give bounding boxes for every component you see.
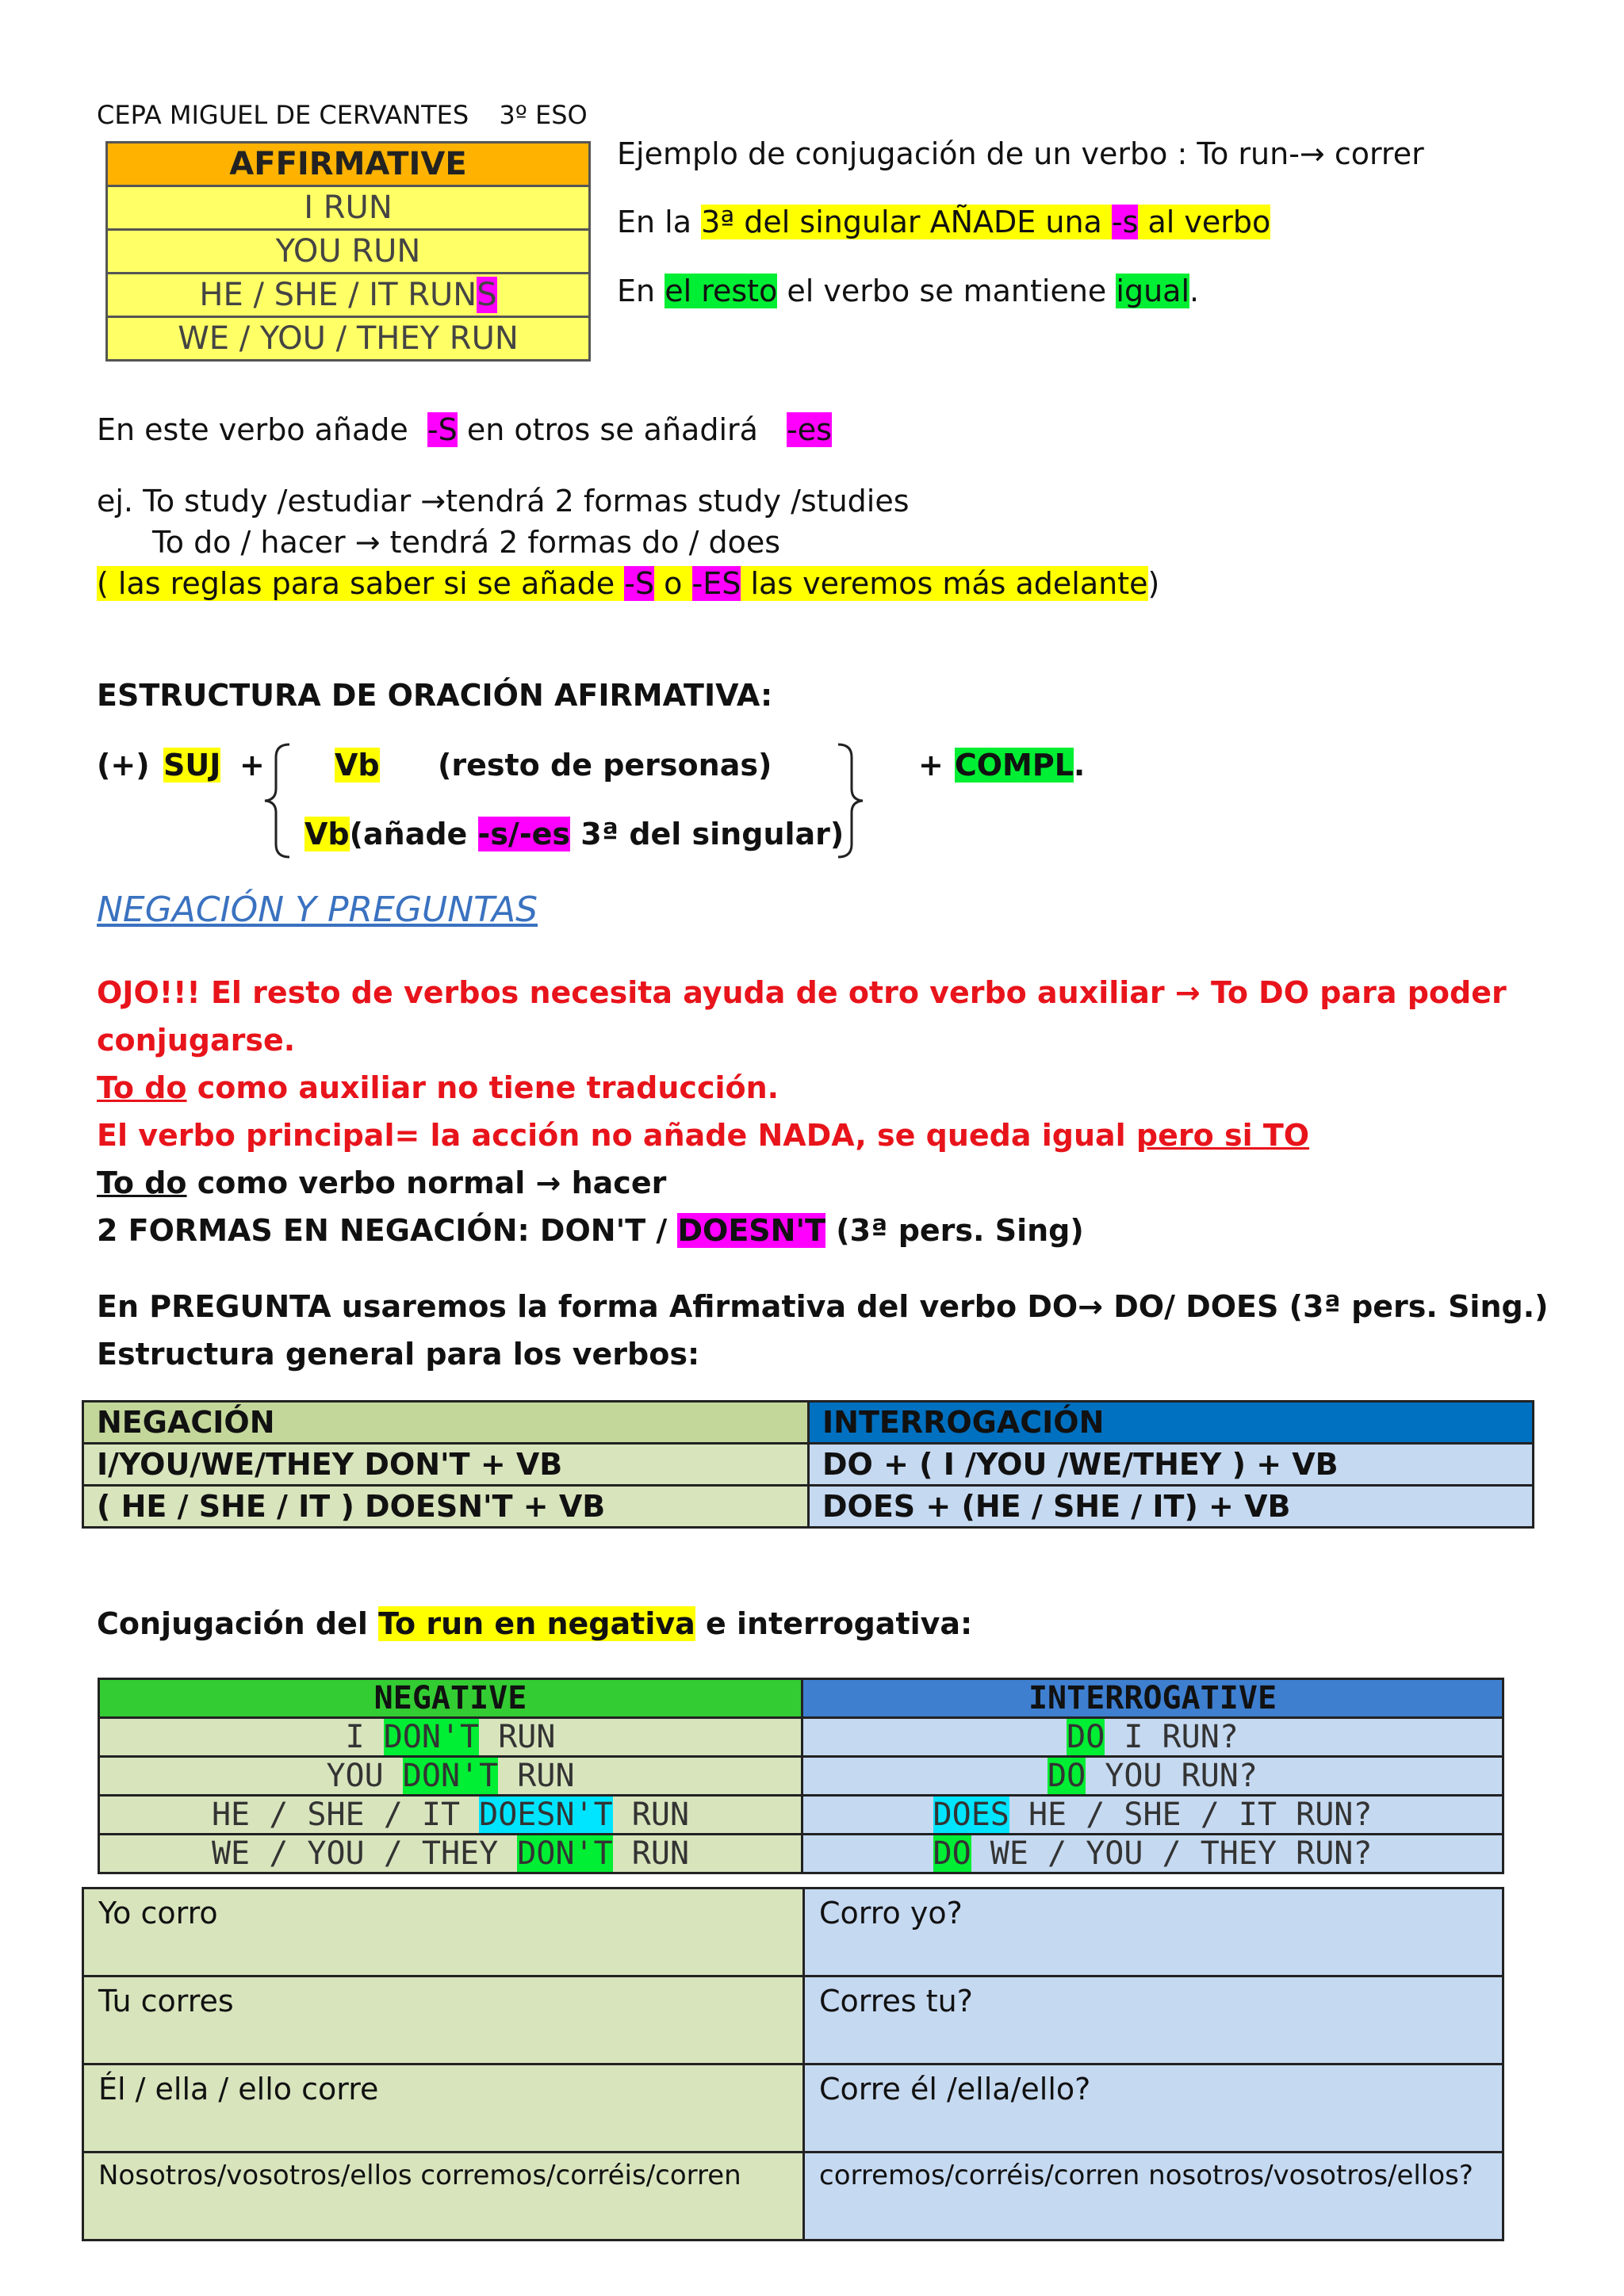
translation-cell: Nosotros/vosotros/ellos corremos/corréis/corren (83, 2152, 804, 2241)
interrogative-cell (802, 1796, 1503, 1835)
text: YOU (326, 1758, 403, 1794)
text: (3ª pers. Sing) (825, 1213, 1084, 1248)
interrogation-header: INTERROGACIÓN (809, 1402, 1534, 1444)
doesnt-highlight: DOESN'T (677, 1213, 825, 1248)
text: HE / SHE / IT (211, 1797, 480, 1833)
negation-heading: NEGACIÓN Y PREGUNTAS (97, 890, 538, 930)
text: Conjugación del (97, 1606, 379, 1641)
affirmative-row: WE / YOU / THEY RUN (107, 317, 590, 361)
translation-cell: Corres tu? (804, 1976, 1503, 2064)
text: el verbo se mantiene (777, 274, 1116, 308)
text: como verbo normal → hacer (186, 1165, 667, 1200)
text: RUN (612, 1797, 690, 1833)
text-highlight: ( las reglas para saber si se añade (97, 566, 625, 601)
text: I RUN? (1105, 1719, 1239, 1755)
negative-header: NEGATIVE (99, 1679, 802, 1718)
doesnt-highlight: DOESN'T (479, 1797, 613, 1833)
dont-highlight: DON'T (402, 1758, 499, 1794)
negation-line-4 (97, 1118, 1309, 1153)
text: pero si TO (1136, 1118, 1310, 1153)
negation-interrogation-table (82, 1400, 1534, 1529)
compl-highlight: COMPL (954, 748, 1074, 783)
affirmative-row: YOU RUN (107, 230, 590, 274)
translation-cell: Yo corro (83, 1888, 804, 1976)
negation-line-1: OJO!!! El resto de verbos necesita ayuda de otro verbo auxiliar → To DO para poder (97, 975, 1507, 1010)
interrogative-header: INTERROGATIVE (802, 1679, 1503, 1718)
dont-highlight: DON'T (383, 1719, 480, 1755)
es-highlight: -ES (691, 566, 741, 601)
text: En este verbo añade (97, 412, 418, 447)
s-highlight: -S (624, 566, 655, 601)
text: e interrogativa: (695, 1606, 973, 1641)
text-highlight: al verbo (1138, 205, 1271, 239)
text: To do (97, 1165, 187, 1200)
structure-vb-2-line (304, 817, 844, 851)
header-school (97, 100, 588, 130)
text: 3ª del singular) (569, 817, 845, 851)
structure-compl-line (918, 748, 1085, 783)
text-highlight: o (654, 566, 692, 601)
do-highlight: DO (933, 1835, 971, 1872)
text: + (918, 748, 944, 783)
translation-cell: corremos/corréis/corren nosotros/vosotros/ellos? (804, 2152, 1503, 2241)
equal-highlight: igual (1116, 274, 1189, 308)
text: 2 FORMAS EN NEGACIÓN: DON'T / (97, 1213, 678, 1248)
dont-highlight: DON'T (517, 1835, 613, 1872)
text-highlight: las veremos más adelante (741, 566, 1148, 601)
table-cell: DO + ( I /YOU /WE/THEY ) + VB (809, 1444, 1534, 1486)
negation-line-5 (97, 1165, 666, 1200)
es-highlight: -es (787, 412, 832, 447)
rest-highlight: el resto (665, 274, 778, 308)
example-line-2: To do / hacer → tendrá 2 formas do / does (152, 525, 781, 560)
table-cell: I/YOU/WE/THEY DON'T + VB (83, 1444, 809, 1486)
school-name: CEPA MIGUEL DE CERVANTES (97, 100, 469, 130)
vb-highlight: Vb (304, 817, 350, 851)
run-conjugation-line (97, 1606, 972, 1641)
interrogative-cell (802, 1835, 1503, 1873)
table-cell: ( HE / SHE / IT ) DOESN'T + VB (83, 1486, 809, 1528)
interrogative-cell (802, 1718, 1503, 1757)
translation-cell: Corro yo? (804, 1888, 1503, 1976)
negation-line-7: En PREGUNTA usaremos la forma Afirmativa del verbo DO→ DO/ DOES (3ª pers. Sing.) (97, 1289, 1549, 1324)
text: I (345, 1719, 384, 1755)
example-line-1: ej. To study /estudiar →tendrá 2 formas study /studies (97, 484, 910, 519)
course-label: 3º ESO (499, 100, 588, 130)
text: . (1189, 274, 1200, 308)
text: WE / YOU / THEY RUN? (971, 1835, 1373, 1872)
text: en otros se añadirá (457, 412, 768, 447)
left-brace (262, 741, 293, 860)
translation-table (82, 1887, 1504, 2241)
translation-cell: Él / ella / ello corre (83, 2064, 804, 2152)
do-highlight: DO (1067, 1719, 1105, 1755)
text: RUN (479, 1719, 556, 1755)
affirmative-row (107, 274, 590, 317)
text: como auxiliar no tiene traducción. (186, 1070, 779, 1105)
text: . (1073, 748, 1086, 783)
suffix-s: S (477, 277, 497, 313)
intro-line-1: Ejemplo de conjugación de un verbo : To run-→ correr (617, 136, 1424, 171)
structure-suj: SUJ (163, 748, 221, 783)
translation-cell: Tu corres (83, 1976, 804, 2064)
text: ) (1147, 566, 1160, 601)
negation-line-8: Estructura general para los verbos: (97, 1337, 700, 1372)
do-highlight: DO (1048, 1758, 1086, 1794)
negative-cell (99, 1718, 802, 1757)
negative-cell (99, 1757, 802, 1796)
text: HE / SHE / IT RUN? (1009, 1797, 1373, 1833)
negation-line-2: conjugarse. (97, 1023, 296, 1058)
intro-line-3 (617, 274, 1199, 308)
negation-header: NEGACIÓN (83, 1402, 809, 1444)
does-highlight: DOES (933, 1797, 1009, 1833)
affirmative-row: I RUN (107, 186, 590, 230)
text: YOU RUN? (1086, 1758, 1258, 1794)
negation-line-6 (97, 1213, 1084, 1248)
table-cell: DOES + (HE / SHE / IT) + VB (809, 1486, 1534, 1528)
text: RUN (498, 1758, 575, 1794)
text: En la (617, 205, 702, 239)
text: En (617, 274, 665, 308)
interrogative-cell (802, 1757, 1503, 1796)
negative-cell (99, 1796, 802, 1835)
s-suffix-highlight: -s (1111, 205, 1139, 239)
intro-line-2 (617, 205, 1270, 239)
negative-cell (99, 1835, 802, 1873)
structure-plus-sign: + (239, 748, 265, 783)
translation-cell: Corre él /ella/ello? (804, 2064, 1503, 2152)
structure-plus: (+) (97, 748, 150, 783)
affirmative-table (105, 141, 591, 362)
text: RUN (612, 1835, 690, 1872)
affirmative-row-text: HE / SHE / IT RUN (199, 277, 477, 313)
text: WE / YOU / THEY (211, 1835, 518, 1872)
structure-vb-1-note: (resto de personas) (438, 748, 772, 783)
run-table (98, 1678, 1504, 1874)
text: (añade (349, 817, 478, 851)
rule-line (97, 412, 832, 447)
example-line-3 (97, 566, 1159, 601)
run-negative-highlight: To run en negativa (378, 1606, 695, 1641)
text: To do (97, 1070, 187, 1105)
negation-line-3 (97, 1070, 779, 1105)
right-brace (834, 741, 866, 860)
text: El verbo principal= la acción no añade NADA, se queda igual (97, 1118, 1136, 1153)
affirmative-header: AFFIRMATIVE (107, 143, 590, 186)
structure-title: ESTRUCTURA DE ORACIÓN AFIRMATIVA: (97, 678, 773, 713)
s-es-highlight: -s/-es (477, 817, 570, 851)
s-highlight: -S (427, 412, 458, 447)
structure-vb-1: Vb (335, 748, 380, 783)
third-singular-highlight: 3ª del singular AÑADE una (701, 205, 1112, 239)
